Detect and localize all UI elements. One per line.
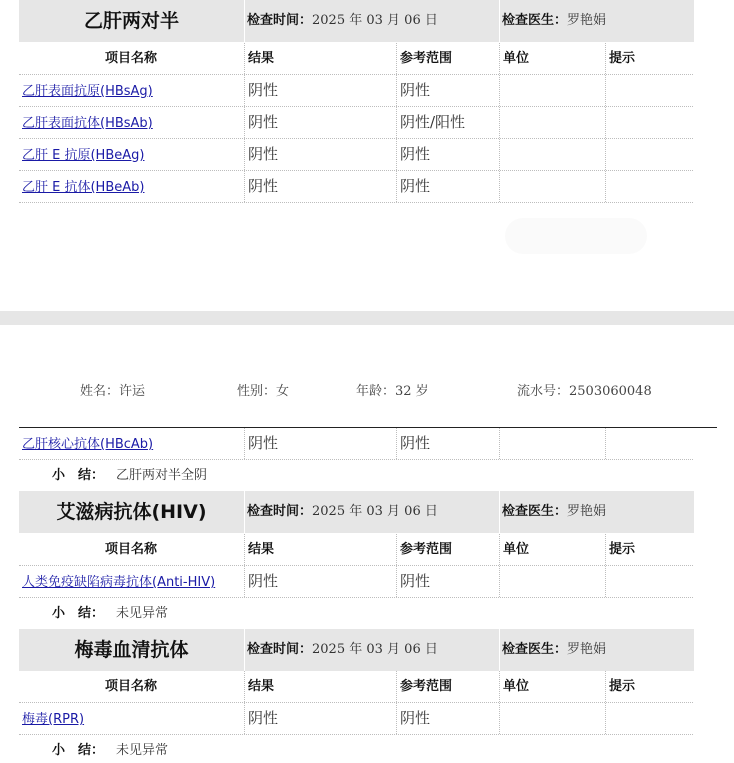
column-header-name: 项目名称 bbox=[104, 51, 157, 66]
column-header-result: 结果 bbox=[244, 43, 396, 74]
doctor-value: 罗艳娟 bbox=[567, 13, 607, 28]
hint-cell bbox=[605, 75, 693, 106]
column-header-result: 结果 bbox=[244, 671, 396, 702]
syphilis-summary bbox=[52, 739, 168, 763]
range-cell: 阴性 bbox=[396, 703, 499, 734]
item-name-cell bbox=[19, 171, 243, 202]
patient-gender: 性别：女 bbox=[237, 384, 290, 399]
divider bbox=[499, 629, 500, 671]
item-name-cell bbox=[19, 566, 243, 597]
item-link-hbsag[interactable]: 乙肝表面抗原(HBsAg) bbox=[22, 84, 153, 99]
check-time bbox=[247, 629, 438, 671]
item-link-hbcab[interactable]: 乙肝核心抗体(HBcAb) bbox=[22, 437, 154, 452]
item-link-hbeag[interactable]: 乙肝 E 抗原(HBeAg) bbox=[22, 148, 145, 163]
table-header-row bbox=[19, 534, 693, 566]
column-header-name: 项目名称 bbox=[104, 542, 157, 557]
doctor bbox=[502, 629, 606, 671]
unit-cell bbox=[499, 139, 605, 170]
result-cell: 阴性 bbox=[244, 703, 396, 734]
section-title: 艾滋病抗体(HIV) bbox=[56, 501, 207, 523]
table-header-row bbox=[19, 43, 693, 75]
check-time-label: 检查时间： bbox=[247, 13, 313, 28]
column-header-range: 参考范围 bbox=[396, 671, 499, 702]
unit-cell bbox=[499, 171, 605, 202]
doctor-label: 检查医生： bbox=[502, 642, 568, 657]
summary-label: 小 结： bbox=[52, 468, 105, 483]
hint-cell bbox=[605, 171, 693, 202]
column-header-hint: 提示 bbox=[605, 534, 693, 565]
syphilis-section-header bbox=[19, 629, 694, 671]
unit-cell bbox=[499, 566, 605, 597]
doctor-value: 罗艳娟 bbox=[567, 642, 607, 657]
hiv-summary bbox=[52, 602, 168, 626]
summary-label: 小 结： bbox=[52, 743, 105, 758]
range-cell: 阴性 bbox=[396, 171, 499, 202]
doctor bbox=[502, 0, 606, 42]
result-cell: 阴性 bbox=[244, 171, 396, 202]
range-cell: 阴性 bbox=[396, 139, 499, 170]
patient-name: 姓名：许运 bbox=[80, 384, 146, 399]
unit-cell bbox=[499, 428, 605, 459]
table-row bbox=[19, 107, 693, 139]
check-time-value: 2025 年 03 月 06 日 bbox=[312, 13, 438, 28]
item-name-cell bbox=[19, 107, 243, 138]
hint-cell bbox=[605, 107, 693, 138]
doctor-value: 罗艳娟 bbox=[567, 504, 607, 519]
unit-cell bbox=[499, 703, 605, 734]
item-name-cell bbox=[19, 428, 243, 459]
check-time-label: 检查时间： bbox=[247, 642, 313, 657]
item-name-cell bbox=[19, 139, 243, 170]
patient-age: 年龄：32 岁 bbox=[356, 384, 429, 399]
hint-cell bbox=[605, 428, 693, 459]
item-name-cell bbox=[19, 75, 243, 106]
table-row bbox=[19, 703, 693, 735]
column-header-unit: 单位 bbox=[499, 43, 605, 74]
check-time bbox=[247, 491, 438, 533]
section-title: 乙肝两对半 bbox=[83, 10, 179, 32]
check-time-value: 2025 年 03 月 06 日 bbox=[312, 504, 438, 519]
item-link-hbeab[interactable]: 乙肝 E 抗体(HBeAb) bbox=[22, 180, 145, 195]
range-cell: 阴性 bbox=[396, 566, 499, 597]
divider bbox=[244, 0, 245, 42]
summary-text: 未见异常 bbox=[116, 743, 169, 758]
item-link-anti-hiv[interactable]: 人类免疫缺陷病毒抗体(Anti-HIV) bbox=[22, 575, 216, 590]
column-header-hint: 提示 bbox=[605, 43, 693, 74]
item-link-hbsab[interactable]: 乙肝表面抗体(HBsAb) bbox=[22, 116, 153, 131]
result-cell: 阴性 bbox=[244, 428, 396, 459]
summary-label: 小 结： bbox=[52, 606, 105, 621]
table-row bbox=[19, 139, 693, 171]
doctor-label: 检查医生： bbox=[502, 13, 568, 28]
table-row bbox=[19, 566, 693, 598]
hint-cell bbox=[605, 566, 693, 597]
hint-cell bbox=[605, 703, 693, 734]
check-time bbox=[247, 0, 438, 42]
table-row bbox=[19, 171, 693, 203]
summary-text: 乙肝两对半全阴 bbox=[116, 468, 208, 483]
range-cell: 阴性 bbox=[396, 75, 499, 106]
divider bbox=[244, 629, 245, 671]
divider bbox=[244, 491, 245, 533]
divider bbox=[499, 0, 500, 42]
doctor bbox=[502, 491, 606, 533]
check-time-value: 2025 年 03 月 06 日 bbox=[312, 642, 438, 657]
column-header-result: 结果 bbox=[244, 534, 396, 565]
section-title: 梅毒血清抗体 bbox=[74, 639, 189, 661]
hiv-section-header bbox=[19, 491, 694, 533]
hint-cell bbox=[605, 139, 693, 170]
table-row bbox=[19, 428, 693, 460]
faint-watermark bbox=[505, 218, 647, 254]
unit-cell bbox=[499, 107, 605, 138]
column-header-unit: 单位 bbox=[499, 671, 605, 702]
result-cell: 阴性 bbox=[244, 75, 396, 106]
hbv-summary bbox=[52, 464, 207, 488]
unit-cell bbox=[499, 75, 605, 106]
hbv-section-header bbox=[19, 0, 694, 42]
page-break bbox=[0, 311, 734, 325]
range-cell: 阴性/阳性 bbox=[396, 107, 499, 138]
doctor-label: 检查医生： bbox=[502, 504, 568, 519]
range-cell: 阴性 bbox=[396, 428, 499, 459]
check-time-label: 检查时间： bbox=[247, 504, 313, 519]
result-cell: 阴性 bbox=[244, 566, 396, 597]
column-header-range: 参考范围 bbox=[396, 534, 499, 565]
item-name-cell bbox=[19, 703, 243, 734]
summary-text: 未见异常 bbox=[116, 606, 169, 621]
divider bbox=[499, 491, 500, 533]
table-row bbox=[19, 75, 693, 107]
result-cell: 阴性 bbox=[244, 139, 396, 170]
column-header-unit: 单位 bbox=[499, 534, 605, 565]
patient-serial: 流水号：2503060048 bbox=[517, 384, 652, 399]
item-link-rpr[interactable]: 梅毒(RPR) bbox=[22, 712, 85, 727]
result-cell: 阴性 bbox=[244, 107, 396, 138]
column-header-hint: 提示 bbox=[605, 671, 693, 702]
column-header-range: 参考范围 bbox=[396, 43, 499, 74]
table-header-row bbox=[19, 671, 693, 703]
column-header-name: 项目名称 bbox=[104, 679, 157, 694]
